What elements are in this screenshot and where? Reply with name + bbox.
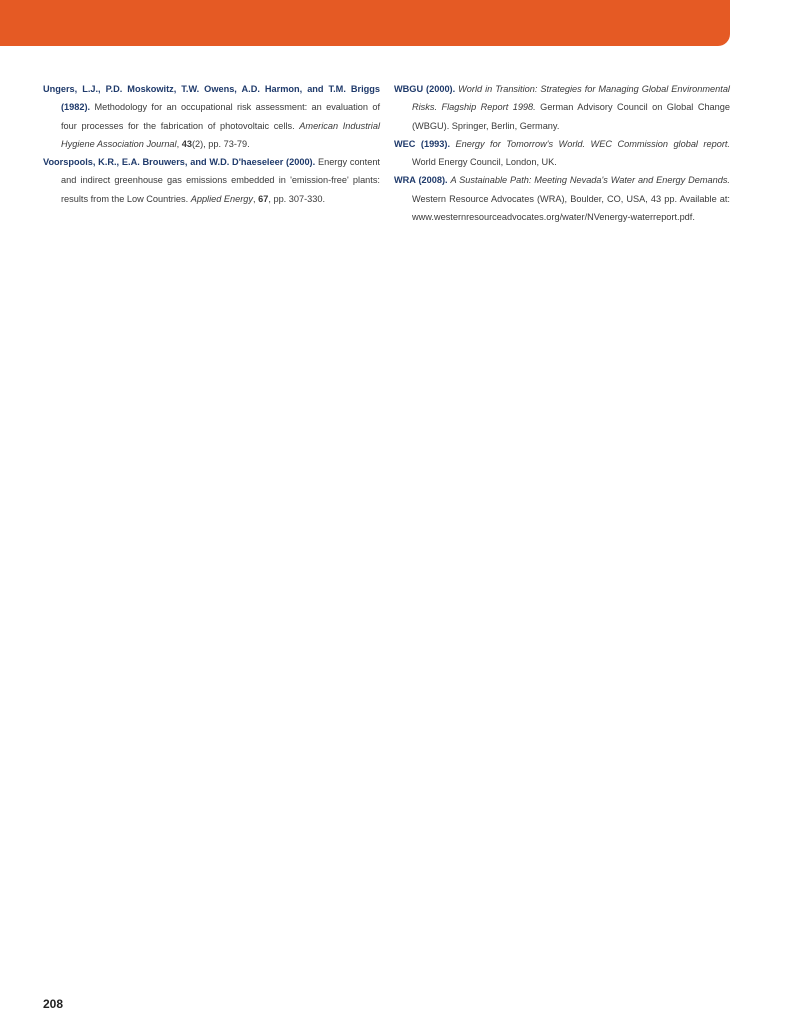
- reference-entry: [394, 135, 730, 172]
- reference-title: Energy for Tomorrow's World. WEC Commission global report.: [455, 138, 730, 149]
- reference-text: Western Resource Advocates (WRA), Boulder, CO, USA, 43 pp. Available at: www.westernresourceadvocates.org/water/NVenergy-waterreport.pdf.: [412, 193, 730, 223]
- reference-entry: [394, 80, 730, 135]
- reference-entry: [43, 80, 380, 153]
- reference-authors: Voorspools, K.R., E.A. Brouwers, and W.D. D'haeseleer (2000).: [43, 157, 316, 168]
- reference-volume: 43: [181, 138, 192, 149]
- reference-authors: Ungers, L.J., P.D. Moskowitz, T.W. Owens, A.D. Harmon, and T.M. Briggs (1982).: [43, 84, 380, 113]
- reference-authors: WRA (2008).: [394, 175, 448, 186]
- references-left-column: [43, 80, 380, 208]
- reference-text: Energy content and indirect greenhouse gas emissions embedded in 'emission-free' plants: results from the Low Countries.: [61, 157, 380, 204]
- reference-volume: 67: [258, 193, 269, 204]
- reference-separator: ,: [253, 193, 259, 204]
- reference-authors: WEC (1993).: [394, 138, 451, 149]
- reference-pages: , pp. 307-330.: [268, 193, 326, 204]
- page-number: 208: [43, 997, 64, 1011]
- reference-journal: Applied Energy: [190, 193, 254, 204]
- reference-text: Methodology for an occupational risk assessment: an evaluation of four processes for the fabrication of photovoltaic cells.: [61, 102, 380, 131]
- reference-authors: WBGU (2000).: [394, 84, 456, 94]
- reference-entry: [43, 153, 380, 208]
- reference-journal: American Industrial Hygiene Association Journal: [61, 120, 380, 149]
- reference-pages: (2), pp. 73-79.: [191, 138, 250, 149]
- reference-entry: [394, 171, 730, 226]
- reference-title: A Sustainable Path: Meeting Nevada's Water and Energy Demands.: [450, 175, 730, 186]
- reference-text: World Energy Council, London, UK.: [412, 157, 557, 168]
- reference-separator: ,: [176, 138, 182, 149]
- reference-title: World in Transition: Strategies for Managing Global Environmental Risks. Flagship Report 1998.: [412, 84, 730, 113]
- reference-text: German Advisory Council on Global Change (WBGU). Springer, Berlin, Germany.: [412, 102, 730, 131]
- references-right-column: [394, 80, 730, 226]
- header-banner: [0, 0, 730, 46]
